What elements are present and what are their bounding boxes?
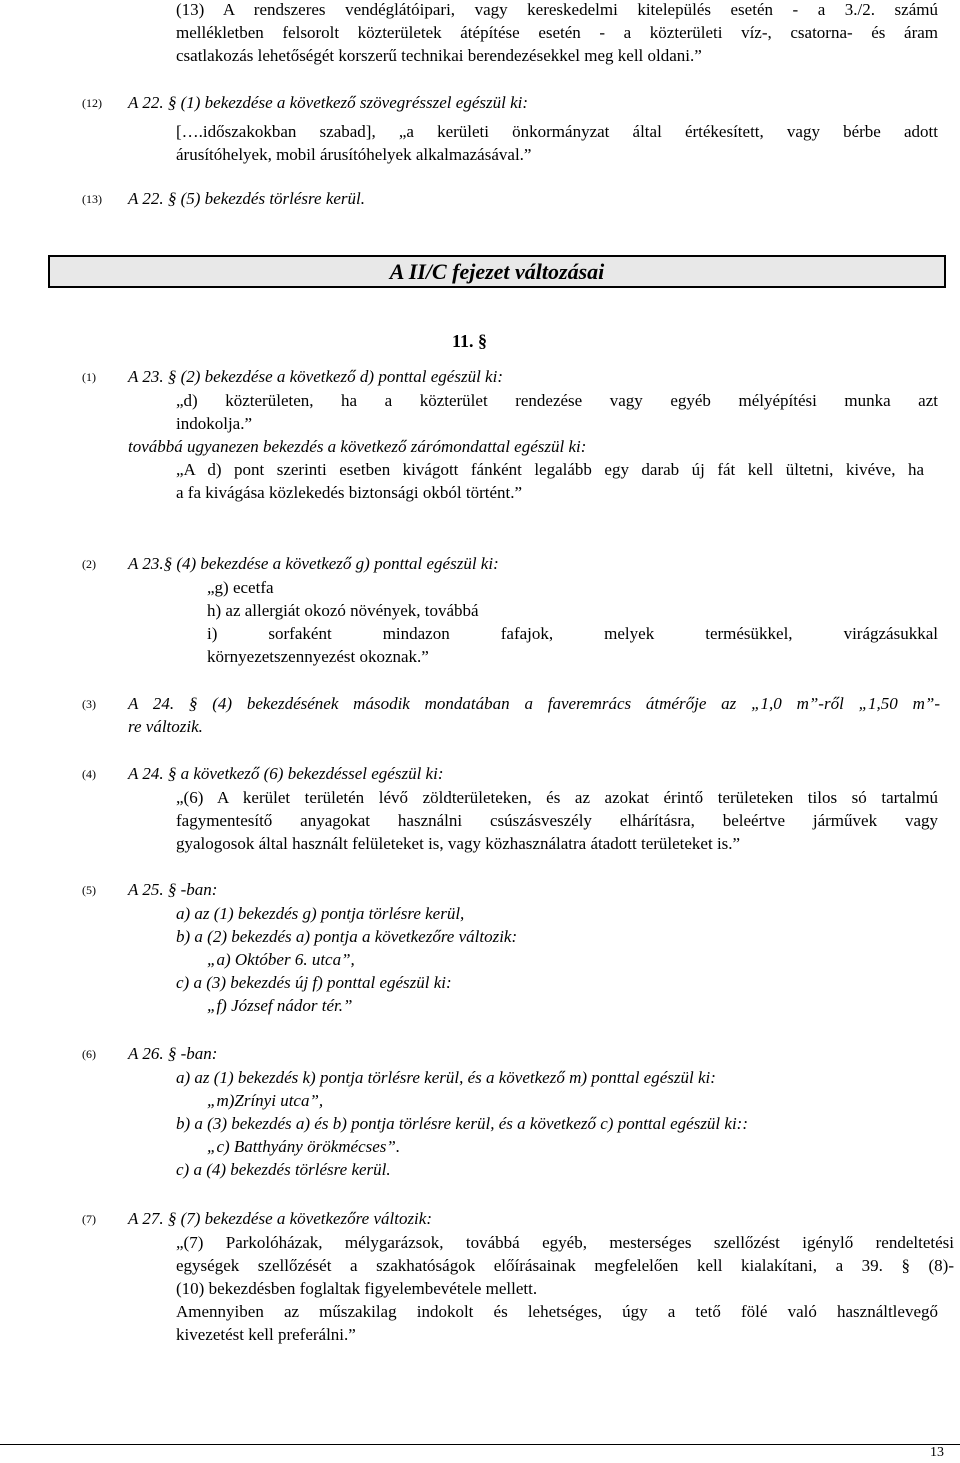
item-number: (1): [82, 370, 96, 384]
item-number: (2): [82, 557, 96, 571]
page-number: 13: [930, 1445, 944, 1460]
paragraph-line: továbbá ugyanezen bekezdés a következő zárómondattal egészül ki:: [128, 437, 587, 456]
quoted-text: „f) József nádor tér.”: [207, 996, 353, 1015]
list-item: b) a (3) bekezdés a) és b) pontja törlésre kerül, és a következő c) ponttal egészül ki::: [176, 1114, 748, 1133]
paragraph-line: mellékletben felsorolt közterületek átépítése esetén - a közterületi víz-, csatorna- és áram: [176, 23, 938, 42]
paragraph-line: „(7) Parkolóházak, mélygarázsok, továbbá egyéb, mesterséges szellőzést igénylő rendeltetési: [176, 1233, 954, 1252]
section-heading: A II/C fejezet változásai: [389, 258, 605, 284]
item-heading: A 24. § a következő (6) bekezdéssel egészül ki:: [128, 764, 444, 783]
paragraph-line: csatlakozás lehetőségét korszerű technikai berendezésekkel meg kell oldani.”: [176, 46, 702, 65]
paragraph-line: fagymentesítő anyagokat használni csúszásveszély elhárításra, beleértve járművek vagy: [176, 811, 938, 830]
quoted-text: „m)Zrínyi utca”,: [207, 1091, 324, 1110]
quoted-text: „a) Október 6. utca”,: [207, 950, 355, 969]
paragraph-line: (10) bekezdésben foglaltak figyelembevétele mellett.: [176, 1279, 538, 1298]
paragraph-line: „g) ecetfa: [207, 578, 274, 597]
paragraph-line: [….időszakokban szabad], „a kerületi önkormányzat által értékesített, vagy bérbe adott: [176, 122, 938, 141]
paragraph-line: „d) közterületen, ha a közterület rendezése vagy egyéb mélyépítési munka azt: [176, 391, 938, 410]
paragraph-line: árusítóhelyek, mobil árusítóhelyek alkalmazásával.”: [176, 145, 532, 164]
item-number: (7): [82, 1212, 96, 1226]
paragraph-line: A 24. § (4) bekezdésének második mondatában a faveremrács átmérője az „1,0 m”-ről „1,50 m”-: [128, 694, 940, 713]
paragraph-line: kivezetést kell preferálni.”: [176, 1325, 356, 1344]
paragraph-line: re változik.: [128, 717, 203, 736]
item-number: (6): [82, 1047, 96, 1061]
item-number: (5): [82, 883, 96, 897]
section-heading-box: [48, 255, 946, 288]
item-number: (12): [82, 96, 102, 110]
list-item: c) a (3) bekezdés új f) ponttal egészül ki:: [176, 973, 452, 992]
footer-rule: [0, 1444, 960, 1445]
section-number: 11. §: [452, 331, 488, 351]
item-heading: A 23.§ (4) bekezdése a következő g) ponttal egészül ki:: [128, 554, 499, 573]
paragraph-line: indokolja.”: [176, 414, 253, 433]
list-item: a) az (1) bekezdés k) pontja törlésre kerül, és a következő m) ponttal egészül ki:: [176, 1068, 716, 1087]
item-number: (13): [82, 192, 102, 206]
item-heading: A 25. § -ban:: [128, 880, 218, 899]
paragraph-line: egységek szellőzését a szakhatóságok előírásainak megfelelően kell kialakítani, a 39. § (8)-: [176, 1256, 954, 1275]
item-number: (4): [82, 767, 96, 781]
quoted-text: „c) Batthyány örökmécses”.: [207, 1137, 401, 1156]
paragraph-line: a fa kivágása közlekedés biztonsági okból történt.”: [176, 483, 523, 502]
paragraph-line: (13) A rendszeres vendéglátóipari, vagy kereskedelmi kitelepülés esetén - a 3./2. számú: [176, 0, 938, 19]
item-heading: A 26. § -ban:: [128, 1044, 218, 1063]
item-heading: A 27. § (7) bekezdése a következőre változik:: [128, 1209, 432, 1228]
paragraph-line: környezetszennyezést okoznak.”: [207, 647, 429, 666]
item-heading: A 22. § (5) bekezdés törlésre kerül.: [128, 189, 365, 208]
paragraph-line: „A d) pont szerinti esetben kivágott fánként legalább egy darab új fát kell ültetni, kivéve, ha: [176, 460, 924, 479]
list-item: c) a (4) bekezdés törlésre kerül.: [176, 1160, 391, 1179]
list-item: a) az (1) bekezdés g) pontja törlésre kerül,: [176, 904, 465, 923]
paragraph-line: Amennyiben az műszakilag indokolt és lehetséges, úgy a tető fölé való használtlevegő: [176, 1302, 938, 1321]
paragraph-line: „(6) A kerület területén lévő zöldterületeken, és az azokat érintő területeken tilos só tartalmú: [176, 788, 938, 807]
paragraph-line: h) az allergiát okozó növények, továbbá: [207, 601, 479, 620]
paragraph-line: gyalogosok által használt felületeket is, vagy közhasználatra átadott területeket is.”: [176, 834, 741, 853]
list-item: b) a (2) bekezdés a) pontja a következőre változik:: [176, 927, 518, 946]
item-heading: A 23. § (2) bekezdése a következő d) ponttal egészül ki:: [128, 367, 503, 386]
item-number: (3): [82, 697, 96, 711]
paragraph-line: i) sorfaként mindazon fafajok, melyek termésükkel, virágzásukkal: [207, 624, 938, 643]
item-heading: A 22. § (1) bekezdése a következő szövegrésszel egészül ki:: [128, 93, 528, 112]
